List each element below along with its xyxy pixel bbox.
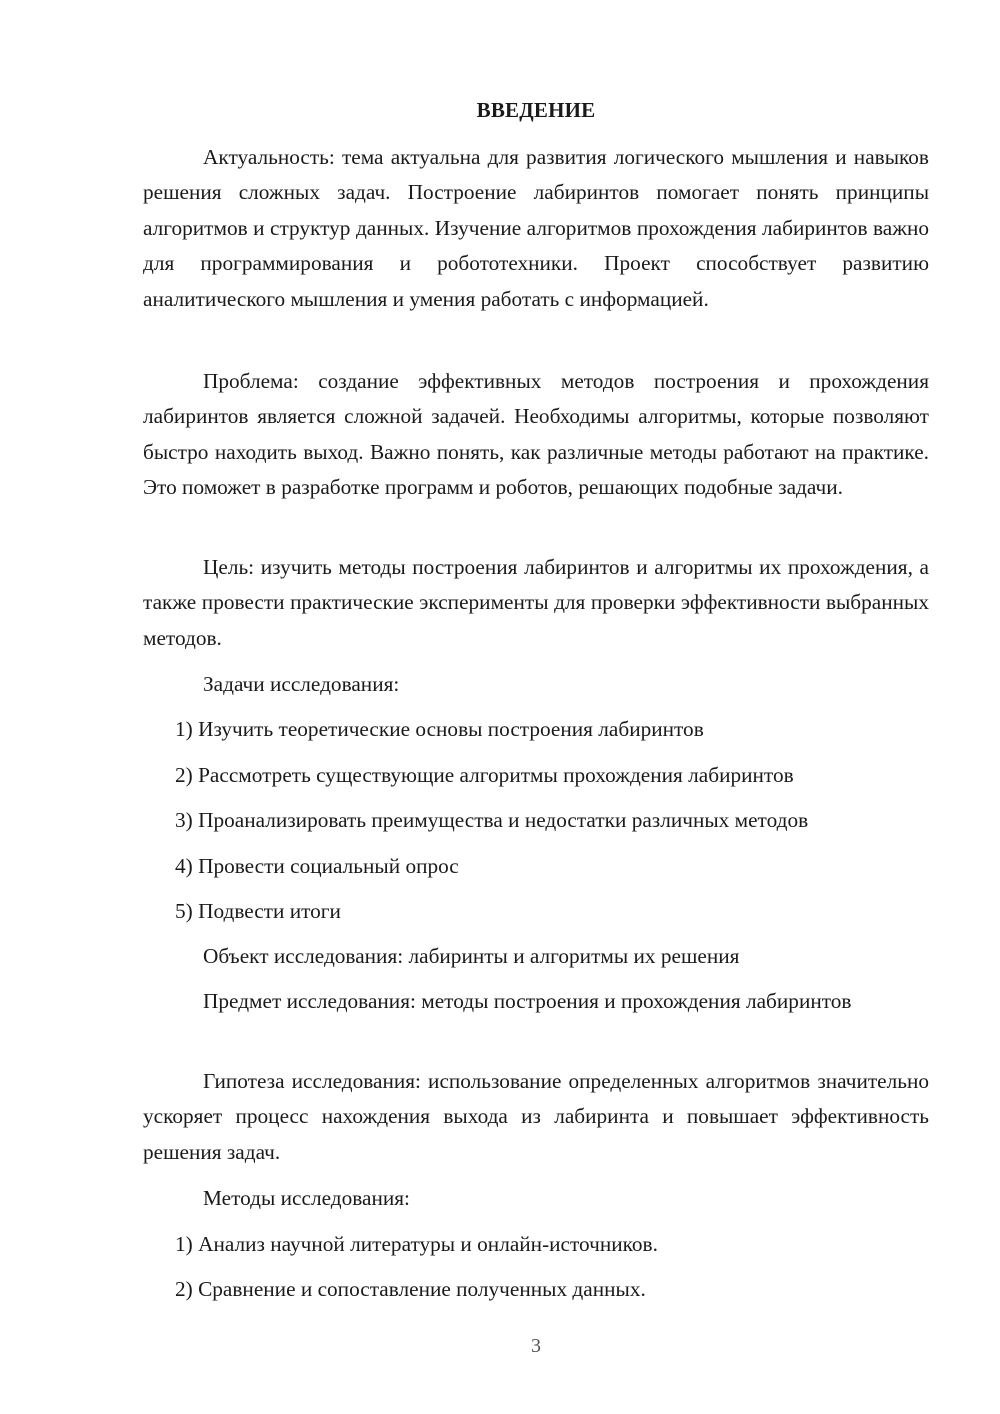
method-item-1: 1) Анализ научной литературы и онлайн-источников. <box>175 1232 658 1256</box>
task-item-1: 1) Изучить теоретические основы построения лабиринтов <box>175 717 704 741</box>
paragraph-relevance: Актуальность: тема актуальна для развития логического мышления и навыков решения сложных задач. Построение лабиринтов помогает понять принципы алгоритмов и структур данных. Изучение алгоритмов прохождения лабиринтов важно для программирования и робототехники. Проект способствует развитию аналитического мышления и умения работать с информацией. <box>143 145 929 311</box>
paragraph-subject: Предмет исследования: методы построения и прохождения лабиринтов <box>203 989 852 1013</box>
method-item-2: 2) Сравнение и сопоставление полученных данных. <box>175 1277 646 1301</box>
paragraph-object: Объект исследования: лабиринты и алгоритмы их решения <box>203 944 740 968</box>
paragraph-problem: Проблема: создание эффективных методов построения и прохождения лабиринтов является сложной задачей. Необходимы алгоритмы, которые позволяют быстро находить выход. Важно понять, как различные методы работают на практике. Это поможет в разработке программ и роботов, решающих подобные задачи. <box>143 369 929 500</box>
paragraph-goal: Цель: изучить методы построения лабиринтов и алгоритмы их прохождения, а также провести практические эксперименты для проверки эффективности выбранных методов. <box>143 555 929 650</box>
task-item-3: 3) Проанализировать преимущества и недостатки различных методов <box>175 808 809 832</box>
section-title: ВВЕДЕНИЕ <box>476 98 596 122</box>
page-number: 3 <box>531 1335 541 1357</box>
task-item-5: 5) Подвести итоги <box>175 899 341 923</box>
tasks-heading: Задачи исследования: <box>203 672 400 696</box>
document-page <box>143 0 929 1414</box>
task-item-2: 2) Рассмотреть существующие алгоритмы прохождения лабиринтов <box>175 763 794 787</box>
task-item-4: 4) Провести социальный опрос <box>175 854 459 878</box>
methods-heading: Методы исследования: <box>203 1186 410 1210</box>
paragraph-hypothesis: Гипотеза исследования: использование определенных алгоритмов значительно ускоряет процесс нахождения выхода из лабиринта и повышает эффективность решения задач. <box>143 1069 929 1164</box>
